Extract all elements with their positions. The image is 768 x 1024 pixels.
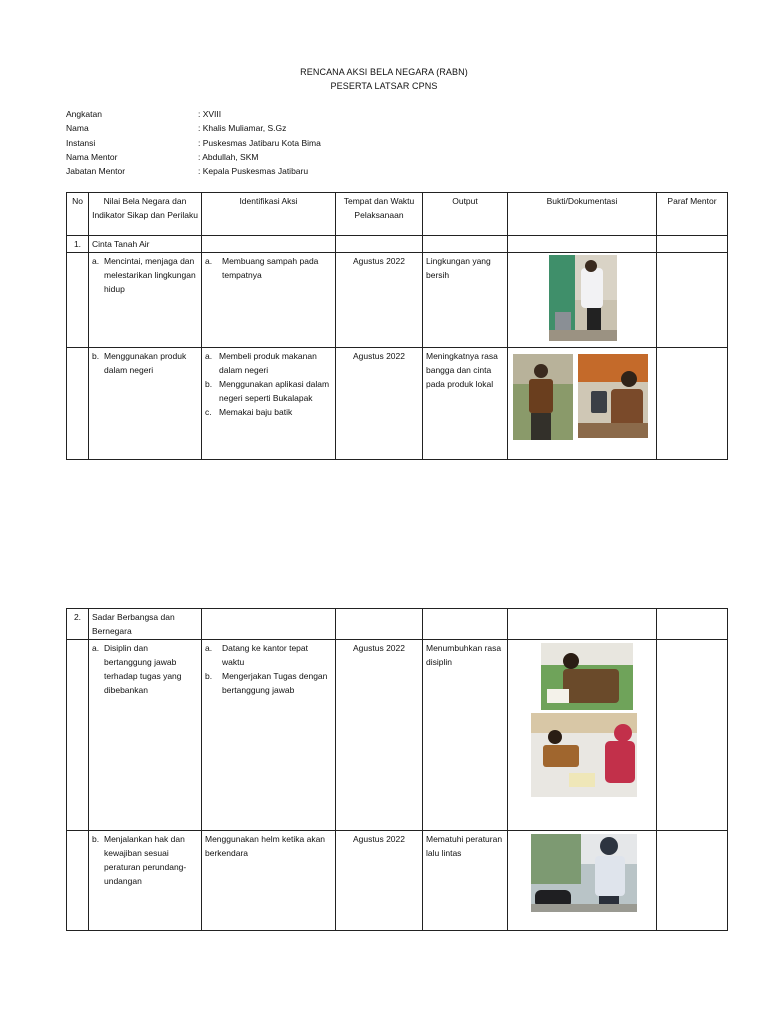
when-cell: Agustus 2022 (336, 348, 423, 460)
section-no: 1. (67, 236, 89, 253)
table-row (67, 253, 728, 348)
evidence-cell (508, 831, 657, 931)
section-title: Cinta Tanah Air (89, 236, 202, 253)
mentor-signature-cell (657, 831, 728, 931)
document-subtitle: PESERTA LATSAR CPNS (330, 81, 438, 91)
info-value: : Puskesmas Jatibaru Kota Bima (198, 137, 321, 148)
mentor-signature-cell (657, 640, 728, 831)
when-cell: Agustus 2022 (336, 253, 423, 348)
header-nilai: Nilai Bela Negara dan Indikator Sikap dan Perilaku (89, 193, 202, 236)
info-label: Jabatan Mentor (66, 166, 126, 177)
indicator-text: Menggunakan produk dalam negeri (104, 351, 187, 375)
action-marker: a. (205, 351, 213, 361)
indicator-marker: a. (92, 643, 100, 653)
action-text: Datang ke kantor tepat waktu (222, 643, 309, 667)
action-text: Membeli produk makanan dalam negeri (219, 351, 317, 375)
action-marker: a. (205, 643, 213, 653)
output-cell: Meningkatnya rasa bangga dan cinta pada produk lokal (423, 348, 508, 460)
header-identifikasi: Identifikasi Aksi (202, 193, 336, 236)
output-cell: Mematuhi peraturan lalu lintas (423, 831, 508, 931)
action-marker: c. (205, 407, 212, 417)
info-label: Nama (66, 123, 89, 134)
info-value: : Khalis Muliamar, S.Gz (198, 123, 287, 134)
photo-local-products (511, 349, 654, 441)
photo-helmet-riding (511, 832, 654, 912)
evidence-cell (508, 348, 657, 460)
mentor-signature-cell (657, 348, 728, 460)
info-label: Angkatan (66, 109, 102, 119)
photo-discipline (511, 641, 654, 825)
info-value: : XVIII (198, 109, 222, 119)
photo-trash-disposal (511, 254, 654, 342)
table-row (67, 640, 728, 831)
action-marker: b. (205, 671, 213, 681)
action-plan-table-continued (66, 608, 728, 931)
document-title: RENCANA AKSI BELA NEGARA (RABN) (300, 67, 468, 77)
header-bukti: Bukti/Dokumentasi (508, 193, 657, 236)
header-tempat: Tempat dan Waktu Pelaksanaan (336, 193, 423, 236)
indicator-marker: b. (92, 351, 100, 361)
action-text: Membuang sampah pada tempatnya (222, 256, 319, 280)
header-paraf: Paraf Mentor (657, 193, 728, 236)
section-row (67, 236, 728, 253)
indicator-text: Disiplin dan bertanggung jawab terhadap tugas yang dibebankan (104, 643, 182, 695)
info-value: : Abdullah, SKM (198, 151, 259, 162)
section-row (67, 609, 728, 640)
action-marker: a. (205, 256, 213, 266)
evidence-cell (508, 253, 657, 348)
mentor-signature-cell (657, 253, 728, 348)
output-cell: Lingkungan yang bersih (423, 253, 508, 348)
header-output: Output (423, 193, 508, 236)
info-value: : Kepala Puskesmas Jatibaru (198, 166, 309, 177)
action-text: Menggunakan aplikasi dalam negeri seperti Bukalapak (219, 379, 330, 403)
header-no: No (67, 193, 89, 236)
action-text: Mengerjakan Tugas dengan bertanggung jawab (222, 671, 328, 695)
output-cell: Menumbuhkan rasa disiplin (423, 640, 508, 831)
when-cell: Agustus 2022 (336, 831, 423, 931)
action-plan-table (66, 192, 728, 460)
section-no: 2. (67, 609, 89, 640)
action-text: Menggunakan helm ketika akan berkendara (202, 831, 336, 931)
indicator-text: Mencintai, menjaga dan melestarikan lingkungan hidup (104, 256, 196, 294)
action-text: Memakai baju batik (219, 407, 293, 417)
indicator-marker: a. (92, 256, 100, 266)
table-row (67, 831, 728, 931)
indicator-text: Menjalankan hak dan kewajiban sesuai peraturan perundang-undangan (104, 834, 187, 886)
info-label: Instansi (66, 137, 96, 148)
when-cell: Agustus 2022 (336, 640, 423, 831)
table-header-row (67, 193, 728, 236)
evidence-cell (508, 640, 657, 831)
section-title: Sadar Berbangsa dan Bernegara (89, 609, 202, 640)
info-label: Nama Mentor (66, 151, 118, 162)
indicator-marker: b. (92, 834, 100, 844)
action-marker: b. (205, 379, 213, 389)
table-row (67, 348, 728, 460)
